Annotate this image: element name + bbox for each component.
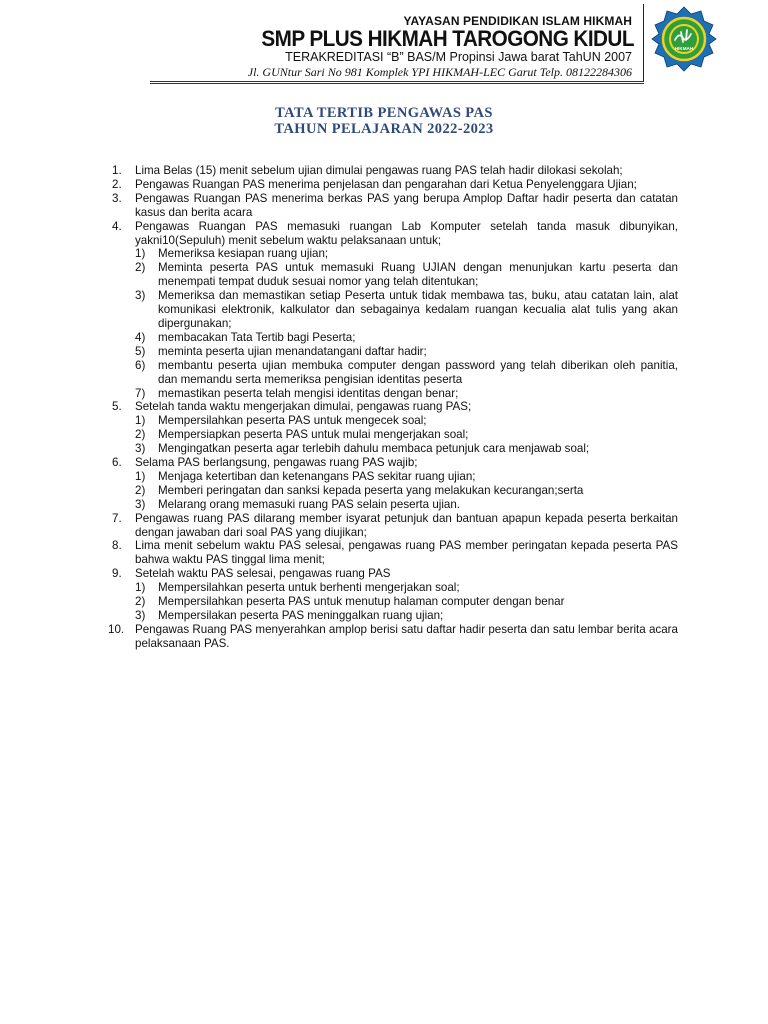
rule-item — [108, 567, 678, 623]
sub-rule-text: Memeriksa kesiapan ruang ujian; — [158, 247, 329, 261]
sub-rule-item — [135, 289, 678, 331]
rule-text: Pengawas Ruangan PAS menerima berkas PAS yang berupa Amplop Daftar hadir peserta dan catatan kasus dan berita acara — [135, 191, 678, 219]
sub-rule-list — [135, 581, 678, 623]
rule-text: Pengawas ruang PAS dilarang member isyarat petunjuk dan bantuan apapun kepada peserta berkaitan dengan jawaban dari soal PAS yang diujikan; — [135, 511, 678, 539]
sub-rule-item — [135, 428, 678, 442]
school-logo-icon — [651, 6, 717, 72]
rule-number: 7. — [112, 511, 122, 525]
sub-rule-item — [135, 387, 678, 401]
sub-rule-item — [135, 414, 678, 428]
sub-rule-text: Melarang orang memasuki ruang PAS selain peserta ujian. — [158, 497, 461, 511]
sub-rule-item — [135, 261, 678, 289]
sub-rule-text: Mengingatkan peserta agar terlebih dahulu membaca petunjuk cara menjawab soal; — [158, 442, 590, 456]
sub-rule-number: 3) — [135, 289, 146, 303]
rule-item — [108, 400, 678, 456]
rule-number: 6. — [112, 456, 122, 470]
sub-rule-number: 2) — [135, 261, 146, 275]
sub-rule-item — [135, 470, 678, 484]
sub-rule-number: 1) — [135, 469, 146, 483]
sub-rule-text: Mempersilahkan peserta PAS untuk mengecek soal; — [158, 414, 427, 428]
header-divider — [150, 81, 644, 84]
sub-rule-text: membantu peserta ujian membuka computer dengan password yang telah diberikan oleh panitia, dan memandu serta memeriksa pengisian identitas peserta — [158, 358, 678, 386]
sub-rule-item — [135, 359, 678, 387]
sub-rule-number: 2) — [135, 483, 146, 497]
sub-rule-text: membacakan Tata Tertib bagi Peserta; — [158, 330, 356, 344]
sub-rule-number: 3) — [135, 609, 146, 622]
sub-rule-item — [135, 484, 678, 498]
rule-item — [108, 539, 678, 567]
sub-rule-number: 5) — [135, 344, 146, 358]
rule-number: 5. — [112, 400, 122, 414]
sub-rule-number: 1) — [135, 581, 146, 595]
document-subtitle: TAHUN PELAJARAN 2022-2023 — [274, 121, 494, 137]
rule-text: Lima Belas (15) menit sebelum ujian dimulai pengawas ruang PAS telah hadir dilokasi sekolah; — [135, 164, 623, 177]
sub-rule-text: Meminta peserta PAS untuk memasuki Ruang UJIAN dengan menunjukan kartu peserta dan menempati tempat duduk sesuai nomor yang telah ditentukan; — [158, 261, 678, 289]
sub-rule-number: 7) — [135, 386, 146, 400]
header-vertical-divider — [643, 4, 644, 82]
sub-rule-list — [135, 247, 678, 400]
rule-item — [108, 512, 678, 540]
rule-text: Setelah tanda waktu mengerjakan dimulai, pengawas ruang PAS; — [135, 400, 472, 414]
rule-text: Pengawas Ruang PAS menyerahkan amplop berisi satu daftar hadir peserta dan satu lembar berita acara pelaksanaan PAS. — [135, 622, 678, 650]
rule-number: 3. — [112, 191, 122, 205]
sub-rule-list — [135, 414, 678, 456]
sub-rule-item — [135, 345, 678, 359]
sub-rule-text: meminta peserta ujian menandatangani daftar hadir; — [158, 344, 427, 358]
sub-rule-text: memastikan peserta telah mengisi identitas dengan benar; — [158, 386, 459, 400]
sub-rule-number: 2) — [135, 428, 146, 442]
sub-rule-item — [135, 595, 678, 609]
sub-rule-list — [135, 470, 678, 512]
rules-list — [108, 164, 678, 651]
document-title: TATA TERTIB PENGAWAS PAS — [275, 105, 493, 121]
rule-text: Lima menit sebelum waktu PAS selesai, pengawas ruang PAS member peringatan kepada peserta PAS bahwa waktu PAS tinggal lima menit; — [135, 539, 678, 567]
sub-rule-number: 2) — [135, 595, 146, 609]
rule-number: 9. — [112, 567, 122, 581]
sub-rule-number: 6) — [135, 358, 146, 372]
sub-rule-number: 4) — [135, 330, 146, 344]
rule-item — [108, 178, 678, 192]
rule-text: Setelah waktu PAS selesai, pengawas ruang PAS — [135, 567, 391, 581]
rule-item — [108, 192, 678, 220]
sub-rule-number: 3) — [135, 497, 146, 511]
rule-item — [108, 456, 678, 512]
sub-rule-text: Menjaga ketertiban dan ketenangans PAS sekitar ruang ujian; — [158, 469, 476, 483]
rule-text: Pengawas Ruangan PAS menerima penjelasan dan pengarahan dari Ketua Penyelenggara Ujian; — [135, 177, 637, 191]
rule-item — [108, 623, 678, 651]
sub-rule-text: Mempersiapkan peserta PAS untuk mulai mengerjakan soal; — [158, 428, 469, 442]
rule-item — [108, 220, 678, 401]
sub-rule-item — [135, 331, 678, 345]
rule-number: 4. — [112, 219, 122, 233]
sub-rule-item — [135, 581, 678, 595]
rule-number: 2. — [112, 177, 122, 191]
school-name: SMP PLUS HIKMAH TAROGONG KIDUL — [261, 26, 634, 51]
rule-number: 1. — [112, 164, 122, 177]
sub-rule-text: Mempersilahkan peserta PAS untuk menutup halaman computer dengan benar — [158, 595, 565, 609]
sub-rule-text: Memberi peringatan dan sanksi kepada peserta yang melakukan kecurangan;serta — [158, 483, 584, 497]
sub-rule-number: 1) — [135, 414, 146, 428]
foundation-name: YAYASAN PENDIDIKAN ISLAM HIKMAH — [403, 14, 632, 28]
rule-number: 10. — [108, 622, 125, 636]
sub-rule-item — [135, 247, 678, 261]
rule-text: Pengawas Ruangan PAS memasuki ruangan Lab Komputer setelah tanda masuk dibunyikan, yakni10(Sepuluh) menit sebelum waktu pelaksanaan untuk; — [135, 219, 678, 247]
rule-number: 8. — [112, 539, 122, 553]
sub-rule-text: Mempersilakan peserta PAS meninggalkan ruang ujian; — [158, 609, 444, 622]
logo-text: HIKMAH — [674, 46, 694, 51]
address-line: Jl. GUNtur Sari No 981 Komplek YPI HIKMAH-LEC Garut Telp. 08122284306 — [247, 65, 632, 79]
sub-rule-item — [135, 498, 678, 512]
sub-rule-number: 3) — [135, 442, 146, 456]
sub-rule-item — [135, 609, 678, 623]
rule-item — [108, 164, 678, 178]
sub-rule-text: Memeriksa dan memastikan setiap Peserta untuk tidak membawa tas, buku, atau catatan lain, alat komunikasi elektronik, kalkulator dan sebagainya kedalam ruangan kecualia alat tulis yang akan dipergunakan; — [158, 289, 678, 330]
sub-rule-text: Mempersilahkan peserta untuk berhenti mengerjakan soal; — [158, 581, 460, 595]
accreditation-line: TERAKREDITASI “B” BAS/M Propinsi Jawa barat TahUN 2007 — [285, 50, 632, 64]
letterhead — [150, 0, 644, 80]
sub-rule-number: 1) — [135, 247, 146, 261]
sub-rule-item — [135, 442, 678, 456]
rule-text: Selama PAS berlangsung, pengawas ruang PAS wajib; — [135, 456, 418, 470]
